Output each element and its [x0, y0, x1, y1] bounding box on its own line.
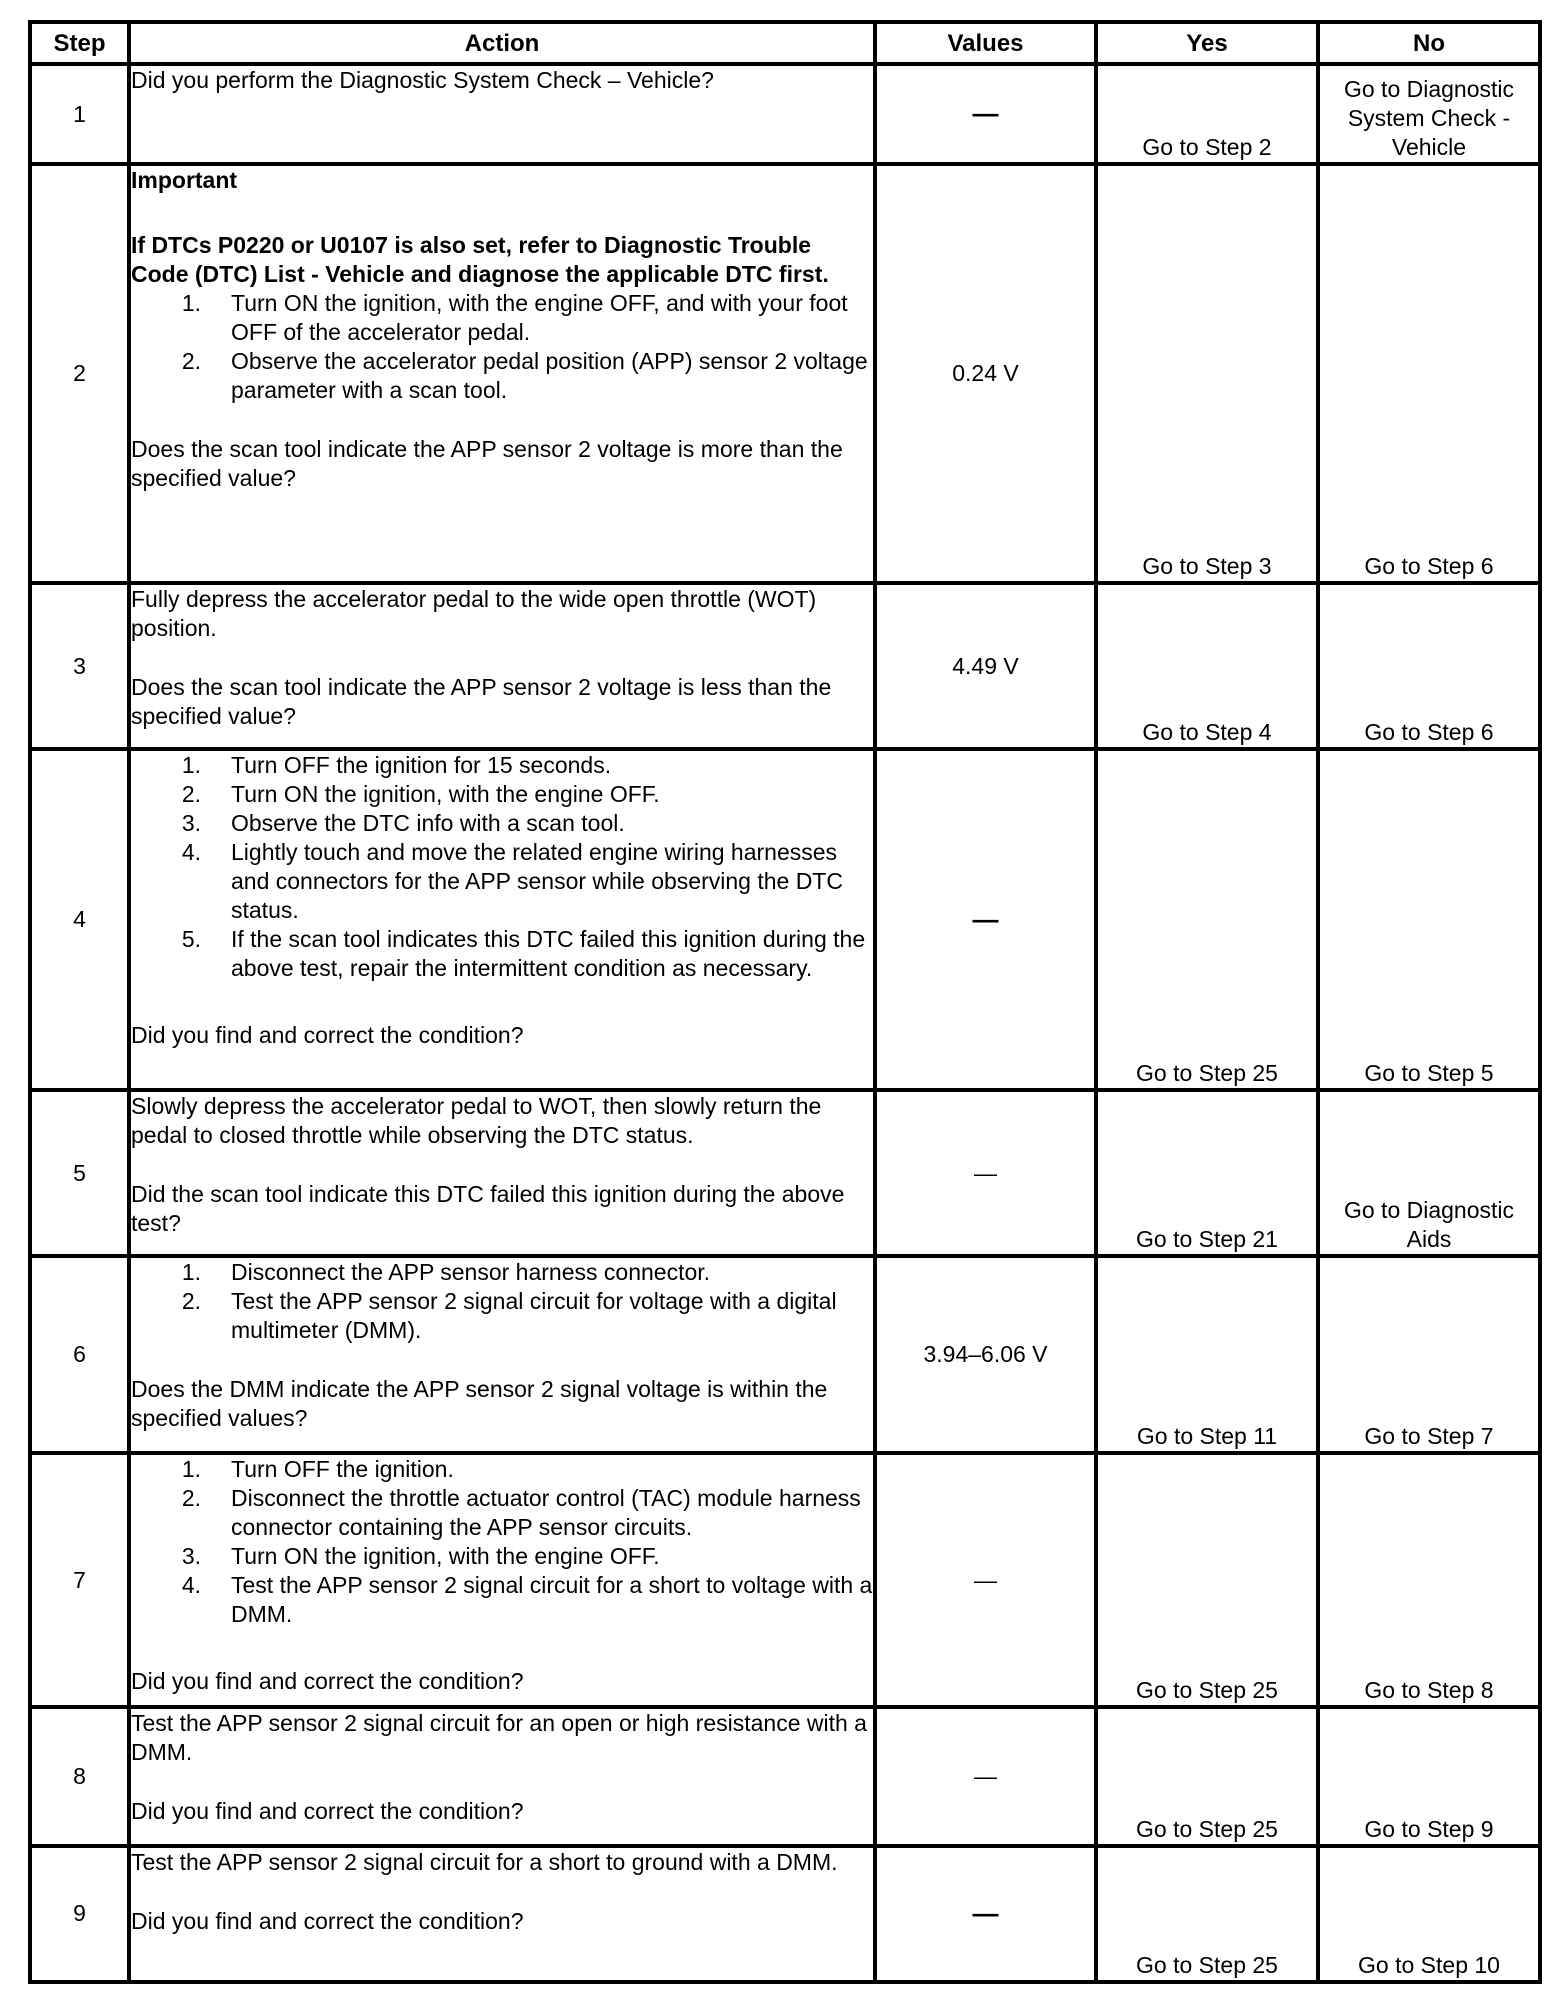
header-step: Step — [30, 22, 129, 64]
important-label: Important — [131, 167, 238, 194]
no-cell: Go to Diagnostic System Check - Vehicle — [1318, 64, 1540, 164]
action-list — [131, 1455, 873, 1629]
step-number: 9 — [30, 1846, 129, 1982]
item-text: Disconnect the throttle actuator control (TAC) module harness connector containing the APP sensor circuits. — [231, 1484, 861, 1540]
intro-text: Test the APP sensor 2 signal circuit for an open or high resistance with a DMM. — [131, 1710, 867, 1766]
item-number: 3. — [181, 1542, 201, 1569]
value-text: — — [972, 98, 999, 129]
no-cell: Go to Step 8 — [1318, 1453, 1540, 1708]
list-item — [131, 1571, 873, 1629]
item-text: Turn OFF the ignition. — [231, 1455, 454, 1482]
step-number: 1 — [30, 64, 129, 164]
item-text: Observe the accelerator pedal position (APP) sensor 2 voltage parameter with a scan tool. — [231, 348, 868, 404]
table-row — [30, 64, 1540, 164]
no-cell: Go to Step 6 — [1318, 583, 1540, 749]
header-yes: Yes — [1096, 22, 1318, 64]
intro-text: Test the APP sensor 2 signal circuit for a short to ground with a DMM. — [131, 1848, 838, 1875]
action-cell — [129, 1846, 875, 1982]
step-number: 3 — [30, 583, 129, 749]
item-number: 1. — [181, 290, 201, 317]
list-item — [131, 838, 873, 925]
no-cell: Go to Step 10 — [1318, 1846, 1540, 1982]
step-number: 2 — [30, 164, 129, 583]
action-cell — [129, 583, 875, 749]
step-number: 7 — [30, 1453, 129, 1708]
question-text: Did the scan tool indicate this DTC failed this ignition during the above test? — [131, 1181, 845, 1237]
action-list — [131, 751, 873, 983]
item-number: 2. — [181, 348, 201, 375]
value-cell: 4.49 V — [875, 583, 1096, 749]
header-values: Values — [875, 22, 1096, 64]
important-text: If DTCs P0220 or U0107 is also set, refer to Diagnostic Trouble Code (DTC) List - Vehicle and diagnose the applicable DTC first. — [131, 232, 829, 288]
value-cell — [875, 1707, 1096, 1845]
header-no: No — [1318, 22, 1540, 64]
value-text: — — [974, 1159, 997, 1186]
item-text: Lightly touch and move the related engine wiring harnesses and connectors for the APP sensor while observing the DTC status. — [231, 839, 843, 924]
value-text: — — [974, 1763, 997, 1790]
item-number: 2. — [181, 1288, 201, 1315]
value-cell — [875, 1453, 1096, 1708]
item-text: Test the APP sensor 2 signal circuit for voltage with a digital multimeter (DMM). — [231, 1288, 837, 1344]
table-row — [30, 1090, 1540, 1256]
yes-cell: Go to Step 21 — [1096, 1090, 1318, 1256]
value-cell: 3.94–6.06 V — [875, 1256, 1096, 1452]
question-text: Did you perform the Diagnostic System Check – Vehicle? — [131, 67, 714, 93]
yes-cell: Go to Step 25 — [1096, 1846, 1318, 1982]
action-list — [131, 1258, 873, 1345]
item-text: Turn ON the ignition, with the engine OFF. — [231, 781, 660, 808]
item-text: Test the APP sensor 2 signal circuit for a short to voltage with a DMM. — [231, 1571, 873, 1627]
no-cell: Go to Diagnostic Aids — [1318, 1090, 1540, 1256]
item-number: 3. — [181, 810, 201, 837]
yes-cell: Go to Step 25 — [1096, 749, 1318, 1090]
no-cell: Go to Step 5 — [1318, 749, 1540, 1090]
diagnostic-table — [28, 20, 1542, 1984]
value-text: — — [972, 1897, 999, 1928]
step-number: 4 — [30, 749, 129, 1090]
no-cell: Go to Step 7 — [1318, 1256, 1540, 1452]
question-text: Does the scan tool indicate the APP sensor 2 voltage is more than the specified value? — [131, 436, 843, 492]
value-cell — [875, 749, 1096, 1090]
header-row — [30, 22, 1540, 64]
action-cell — [129, 1707, 875, 1845]
step-number: 6 — [30, 1256, 129, 1452]
table-row — [30, 583, 1540, 749]
list-item — [131, 809, 873, 838]
step-number: 8 — [30, 1707, 129, 1845]
header-action: Action — [129, 22, 875, 64]
table-row — [30, 1846, 1540, 1982]
item-text: Turn ON the ignition, with the engine OFF. — [231, 1542, 660, 1569]
intro-text: Fully depress the accelerator pedal to the wide open throttle (WOT) position. — [131, 586, 817, 642]
action-cell — [129, 749, 875, 1090]
item-text: Turn ON the ignition, with the engine OFF, and with your foot OFF of the accelerator pedal. — [231, 290, 848, 346]
list-item — [131, 1455, 873, 1484]
item-number: 1. — [181, 752, 201, 779]
question-text: Did you find and correct the condition? — [131, 1798, 524, 1825]
list-item — [131, 1484, 873, 1542]
item-number: 4. — [181, 839, 201, 866]
item-text: Observe the DTC info with a scan tool. — [231, 810, 625, 837]
action-cell — [129, 1090, 875, 1256]
question-text: Did you find and correct the condition? — [131, 1907, 524, 1934]
table-row — [30, 1707, 1540, 1845]
yes-cell: Go to Step 4 — [1096, 583, 1318, 749]
item-number: 1. — [181, 1455, 201, 1482]
no-cell: Go to Step 6 — [1318, 164, 1540, 583]
list-item — [131, 751, 873, 780]
value-cell — [875, 64, 1096, 164]
item-number: 2. — [181, 781, 201, 808]
table-row — [30, 164, 1540, 583]
yes-cell: Go to Step 2 — [1096, 64, 1318, 164]
question-text: Did you find and correct the condition? — [131, 1022, 524, 1049]
list-item — [131, 347, 873, 405]
action-cell — [129, 64, 875, 164]
question-text: Did you find and correct the condition? — [131, 1667, 524, 1694]
intro-text: Slowly depress the accelerator pedal to WOT, then slowly return the pedal to closed throttle while observing the DTC status. — [131, 1093, 822, 1149]
item-number: 4. — [181, 1571, 201, 1598]
value-cell: 0.24 V — [875, 164, 1096, 583]
list-item — [131, 925, 873, 983]
value-text: — — [974, 1566, 997, 1593]
action-cell — [129, 1256, 875, 1452]
list-item — [131, 780, 873, 809]
item-text: Disconnect the APP sensor harness connector. — [231, 1259, 711, 1286]
question-text: Does the scan tool indicate the APP sensor 2 voltage is less than the specified value? — [131, 674, 832, 730]
list-item — [131, 1287, 873, 1345]
item-number: 5. — [181, 926, 201, 953]
yes-cell: Go to Step 25 — [1096, 1707, 1318, 1845]
item-text: Turn OFF the ignition for 15 seconds. — [231, 752, 612, 779]
yes-cell: Go to Step 11 — [1096, 1256, 1318, 1452]
table-row — [30, 1453, 1540, 1708]
action-list — [131, 289, 873, 405]
value-cell — [875, 1846, 1096, 1982]
yes-cell: Go to Step 25 — [1096, 1453, 1318, 1708]
action-cell — [129, 1453, 875, 1708]
list-item — [131, 289, 873, 347]
action-cell — [129, 164, 875, 583]
list-item — [131, 1542, 873, 1571]
step-number: 5 — [30, 1090, 129, 1256]
value-text: — — [972, 903, 999, 934]
table-row — [30, 749, 1540, 1090]
item-number: 2. — [181, 1484, 201, 1511]
question-text: Does the DMM indicate the APP sensor 2 signal voltage is within the specified values? — [131, 1376, 828, 1432]
value-cell — [875, 1090, 1096, 1256]
no-cell: Go to Step 9 — [1318, 1707, 1540, 1845]
item-number: 1. — [181, 1259, 201, 1286]
list-item — [131, 1258, 873, 1287]
table-row — [30, 1256, 1540, 1452]
yes-cell: Go to Step 3 — [1096, 164, 1318, 583]
item-text: If the scan tool indicates this DTC failed this ignition during the above test, repair the intermittent condition as necessary. — [231, 926, 866, 982]
